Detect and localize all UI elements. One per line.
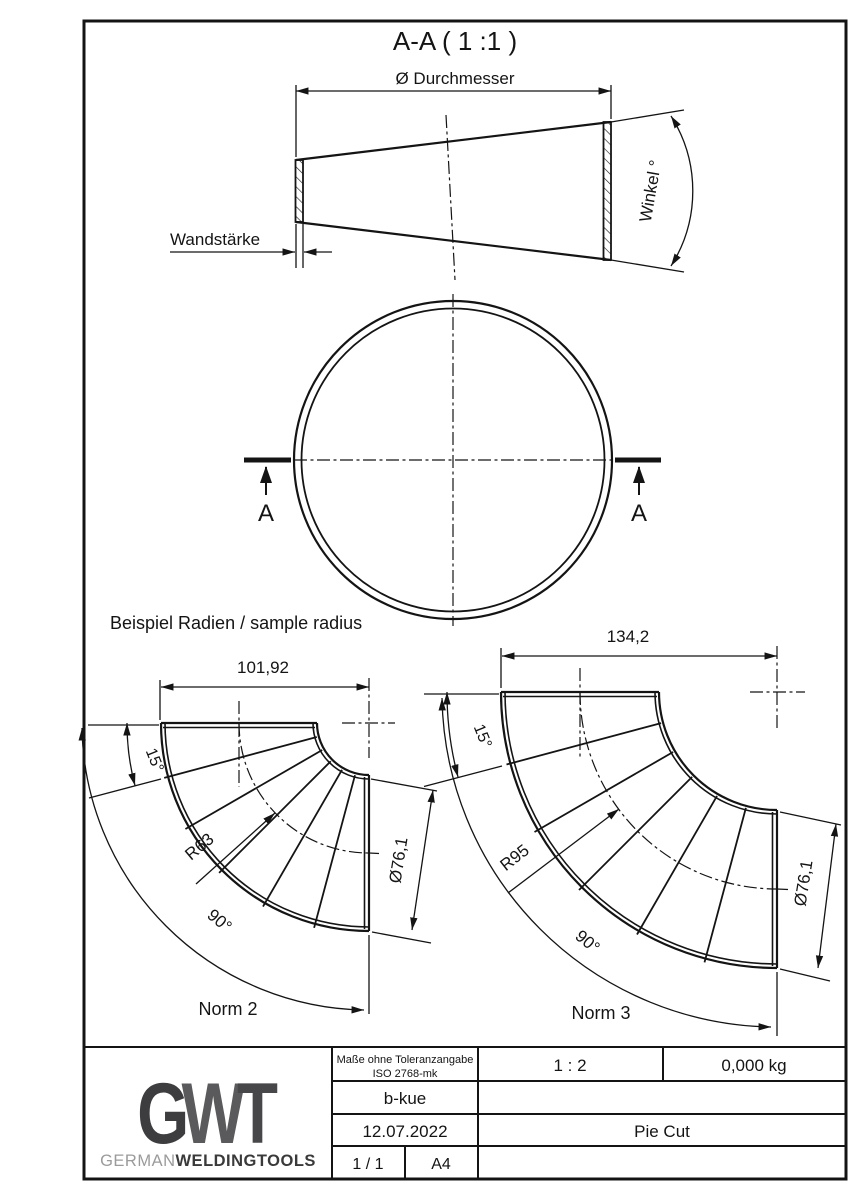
norm2-width-dim: 101,92 xyxy=(237,658,289,677)
norm3-segment-angle-arc xyxy=(447,692,458,777)
norm3-diameter-dim-line xyxy=(818,824,836,968)
tolerance-note-line2: ISO 2768-mk xyxy=(372,1068,438,1080)
cone-section-view xyxy=(170,26,693,280)
norm2-segment-angle-label: 15° xyxy=(141,745,167,775)
norm2-elbow-view xyxy=(82,658,437,1019)
norm2-segment-angle-arc xyxy=(127,723,135,786)
angle-label: Winkel ° xyxy=(635,158,666,224)
norm2-diameter-dim-line xyxy=(412,790,433,930)
extension-line xyxy=(371,779,437,791)
norm3-bend-angle-label: 90° xyxy=(571,926,604,958)
norm3-mid-centerline-overshoot xyxy=(777,889,788,890)
logo-letter-w: W xyxy=(181,1066,242,1162)
tolerance-note-line1: Maße ohne Toleranzangabe xyxy=(336,1054,474,1066)
logo-letter-t: T xyxy=(237,1066,275,1162)
date-value: 12.07.2022 xyxy=(362,1122,448,1141)
section-marker-a-left: A xyxy=(257,500,275,527)
diameter-dimension-label: Ø Durchmesser xyxy=(395,69,515,88)
norm2-name: Norm 2 xyxy=(198,999,258,1019)
cone-right-wall-hatch xyxy=(604,122,612,260)
norm2-angle-extension xyxy=(89,779,161,798)
gwt-logo xyxy=(100,1066,316,1170)
cone-top-edge xyxy=(296,122,611,160)
title-block xyxy=(84,1047,846,1179)
norm3-elbow-view xyxy=(424,627,841,1036)
part-name: Pie Cut xyxy=(634,1122,690,1141)
paper-format: A4 xyxy=(431,1156,451,1173)
norm3-segment-joint xyxy=(637,796,717,935)
norm2-segment-joint xyxy=(314,775,355,928)
norm2-bend-angle-label: 90° xyxy=(203,905,236,937)
section-view-title: A-A ( 1 :1 ) xyxy=(392,26,518,56)
norm3-segment-joint xyxy=(507,723,662,764)
norm2-segment-joint xyxy=(164,737,317,778)
norm2-diameter-label: Ø76,1 xyxy=(385,835,412,885)
brand-german: GERMAN xyxy=(100,1152,176,1170)
norm2-radius-label: R63 xyxy=(181,829,218,865)
weight-value: 0,000 kg xyxy=(721,1056,787,1075)
norm3-radius-label: R95 xyxy=(496,840,533,875)
extension-line xyxy=(780,812,841,825)
sheet-number: 1 / 1 xyxy=(352,1156,384,1173)
norm3-segment-angle-label: 15° xyxy=(469,721,495,751)
sample-radius-heading: Beispiel Radien / sample radius xyxy=(110,613,363,633)
extension-line xyxy=(372,932,431,943)
logo-letter-g: G xyxy=(137,1066,187,1162)
brand-weldingtools: WELDINGTOOLS xyxy=(175,1152,316,1170)
section-marker-a-right: A xyxy=(630,500,648,527)
author-value: b-kue xyxy=(383,1089,427,1108)
cone-left-wall-hatch xyxy=(296,160,304,222)
norm3-width-dim: 134,2 xyxy=(606,627,650,646)
extension-line xyxy=(780,969,830,981)
cone-centerline xyxy=(446,115,455,280)
scale-value: 1 : 2 xyxy=(553,1056,587,1075)
norm3-segment-joint xyxy=(579,777,692,890)
pipe-top-view xyxy=(244,294,661,626)
gwt-logo-text xyxy=(137,1066,278,1162)
wall-thickness-label: Wandstärke xyxy=(170,230,261,249)
norm3-diameter-label: Ø76,1 xyxy=(790,858,817,908)
norm2-mid-centerline-overshoot xyxy=(369,853,379,854)
norm3-name: Norm 3 xyxy=(571,1003,631,1023)
angle-dimension-arc xyxy=(671,116,693,266)
norm3-angle-extension xyxy=(424,766,502,787)
brand-wordmark xyxy=(100,1152,316,1170)
